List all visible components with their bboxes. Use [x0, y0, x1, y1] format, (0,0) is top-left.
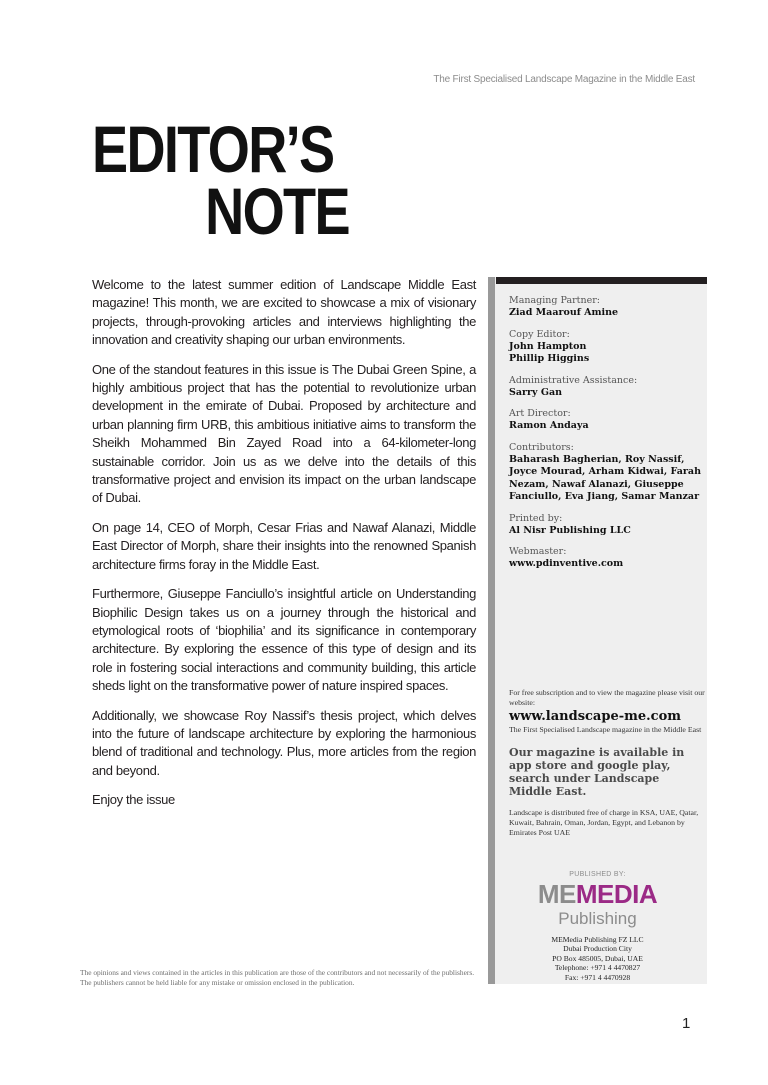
- credit-webmaster: [509, 546, 704, 571]
- logo-media-text: MEDIA: [575, 879, 658, 909]
- body-paragraph: One of the standout features in this issue is The Dubai Green Spine, a highly ambitious project that has the potential to revolutionize urban development in the emirate of Dubai. Proposed by architecture and urban planning firm URB, this ambitious initiative aims to transform the Sheikh Mohammed Bin Zayed Road into a 64-kilometer-long sustainable corridor. Join us as we delve into the details of this transformative project and envision its impact on the urban landscape of Dubai.: [92, 361, 476, 506]
- app-availability-notice: Our magazine is available in app store and google play, search under Landscape Middle East.: [509, 745, 685, 798]
- credit-copy-editor: [509, 329, 704, 366]
- credit-printed-by: [509, 513, 704, 538]
- credit-role: Contributors:: [509, 441, 574, 453]
- credit-art-director: [509, 408, 704, 433]
- credit-name: Phillip Higgins: [509, 353, 590, 364]
- body-paragraph: Furthermore, Giuseppe Fanciullo’s insightful article on Understanding Biophilic Design takes us on a journey through the historical and etymological roots of ‘biophilia’ and its significance in contemporary architecture. By exploring the essence of this type of design and its role in fostering social interactions and community building, this article sheds light on the transformative power of nature inspired spaces.: [92, 586, 476, 694]
- credit-name: John Hampton: [509, 340, 587, 352]
- credit-role: Printed by:: [509, 512, 563, 524]
- address-line: Fax: +971 4 4470928: [564, 972, 631, 982]
- address-line: Dubai Production City: [563, 944, 632, 954]
- distribution-notice: Landscape is distributed free of charge in KSA, UAE, Qatar, Kuwait, Bahrain, Oman, Jordan, Egypt, and Lebanon by Emirates Post UAE: [509, 807, 699, 837]
- credits-list: [509, 295, 704, 580]
- published-by-label: PUBLISHED BY:: [569, 871, 626, 878]
- page-title-line2: NOTE: [205, 174, 349, 248]
- credit-name: Ziad Maarouf Amine: [509, 307, 619, 318]
- credit-contributors: [509, 442, 704, 504]
- credit-role: Managing Partner:: [509, 295, 600, 306]
- subscription-tagline: The First Specialised Landscape magazine in the Middle East: [509, 725, 702, 734]
- page-title: [92, 112, 349, 248]
- credit-name: Al Nisr Publishing LLC: [509, 524, 631, 536]
- credit-name: Ramon Andaya: [509, 420, 589, 431]
- magazine-tagline: The First Specialised Landscape Magazine in the Middle East: [433, 74, 695, 85]
- credit-role: Copy Editor:: [509, 328, 570, 340]
- memedia-logo: [488, 881, 707, 907]
- editorial-body: [92, 276, 476, 821]
- publisher-block: [488, 871, 707, 982]
- credit-admin-assistance: [509, 375, 704, 400]
- address-line: MEMedia Publishing FZ LLC: [551, 935, 644, 944]
- body-paragraph-closing: Enjoy the issue: [92, 792, 175, 808]
- address-line: Telephone: +971 4 4470827: [554, 963, 641, 973]
- credit-name: www.pdinventive.com: [509, 558, 624, 569]
- credit-name: Baharash Bagherian, Roy Nassif, Joyce Mourad, Arham Kidwai, Farah Nezam, Nawaf Alanazi, Giuseppe Fanciullo, Eva Jiang, Samar Manzar: [509, 453, 701, 502]
- logo-publishing-text: Publishing: [558, 909, 637, 928]
- credit-role: Administrative Assistance:: [509, 374, 638, 386]
- sidebar-top-rule: [496, 277, 707, 284]
- credit-role: Art Director:: [509, 408, 571, 419]
- masthead-sidebar: [488, 277, 707, 984]
- page-title-line1: EDITOR’S: [92, 112, 334, 186]
- body-paragraph: On page 14, CEO of Morph, Cesar Frias and Nawaf Alanazi, Middle East Director of Morph, share their insights into the renowned Spanish architecture firms foray in the Middle East.: [92, 519, 476, 572]
- subscription-info: [509, 688, 705, 838]
- credit-name: Sarry Gan: [509, 386, 563, 398]
- subscription-text: For free subscription and to view the magazine please visit our website:: [509, 688, 705, 707]
- body-paragraph: Additionally, we showcase Roy Nassif’s thesis project, which delves into the future of landscape architecture by exploring the harmonious blend of traditional and technology. Plus, more articles from the region and beyond.: [92, 707, 476, 778]
- address-line: PO Box 485005, Dubai, UAE: [552, 953, 643, 963]
- website-link[interactable]: www.landscape-me.com: [509, 709, 682, 724]
- credit-managing-partner: [509, 295, 704, 320]
- credit-role: Webmaster:: [509, 546, 567, 557]
- publisher-address: [488, 935, 707, 982]
- disclaimer: The opinions and views contained in the articles in this publication are those of the contributors and not necessarily of the publishers. The publishers cannot be held liable for any mistake or omission enclosed in the publication.: [80, 968, 475, 987]
- body-paragraph: Welcome to the latest summer edition of Landscape Middle East magazine! This month, we are excited to showcase a mix of visionary projects, through-provoking articles and interviews highlighting the innovation and creativity shaping our urban environments.: [92, 277, 476, 348]
- logo-me-text: ME: [537, 879, 576, 909]
- page-number: 1: [682, 1015, 691, 1032]
